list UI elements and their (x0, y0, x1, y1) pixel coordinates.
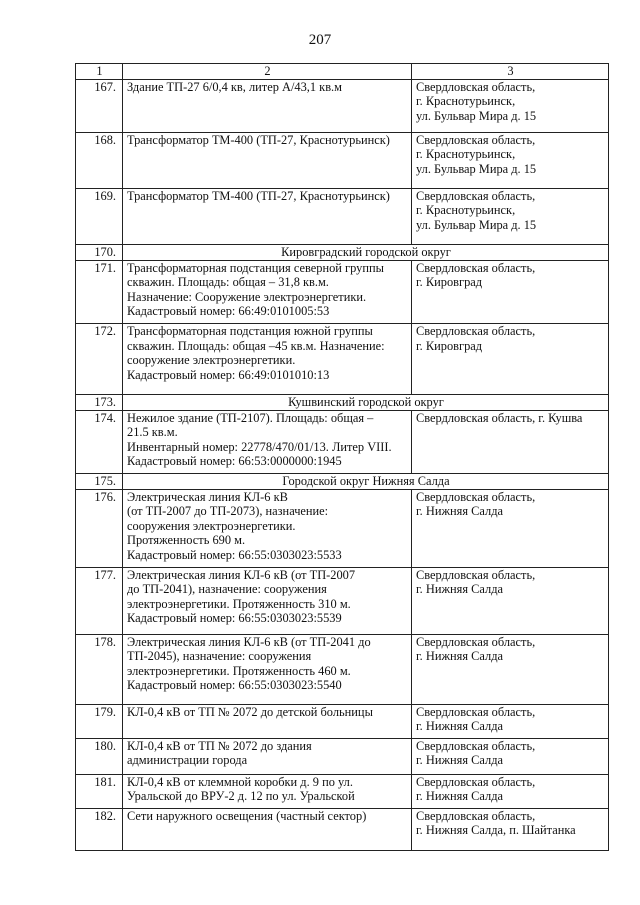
header-col-1: 1 (76, 64, 123, 80)
object-line: Электрическая линия КЛ-6 кВ (от ТП-2041 до (127, 634, 371, 649)
object-line: Протяженность 690 м. (127, 533, 246, 548)
object-address (412, 410, 609, 473)
object-address (412, 634, 609, 704)
object-line: сооружение электроэнергетики. (127, 353, 296, 368)
object-line: сооружения электроэнергетики. (127, 518, 296, 533)
object-description (123, 634, 412, 704)
object-line: Сети наружного освещения (частный сектор) (127, 808, 367, 823)
address-line: г. Краснотурьинск, (416, 203, 516, 218)
row-number: 182. (76, 808, 123, 850)
object-address (412, 260, 609, 323)
object-description (123, 323, 412, 394)
object-line: Инвентарный номер: 22778/470/01/13. Литер VIII. (127, 439, 392, 454)
address-line: ул. Бульвар Мира д. 15 (416, 161, 537, 176)
object-line: Электрическая линия КЛ-6 кВ (от ТП-2007 (127, 567, 356, 582)
property-register-table (75, 63, 609, 851)
object-address (412, 323, 609, 394)
object-line: 21.5 кв.м. (127, 425, 178, 440)
object-line: Трансформаторная подстанция северной группы (127, 260, 384, 275)
address-line: Свердловская область, (416, 738, 536, 753)
object-line: Трансформаторная подстанция южной группы (127, 323, 373, 338)
object-address (412, 738, 609, 774)
object-line: Кадастровый номер: 66:49:0101010:13 (127, 367, 330, 382)
address-line: г. Нижняя Салда (416, 649, 504, 664)
row-number: 171. (76, 260, 123, 323)
object-line: Нежилое здание (ТП-2107). Площадь: общая – (127, 410, 374, 425)
address-line: ул. Бульвар Мира д. 15 (416, 108, 537, 123)
table-row (76, 808, 609, 850)
object-description (123, 79, 412, 132)
address-line: г. Нижняя Салда, п. Шайтанка (416, 823, 576, 838)
table-row (76, 188, 609, 244)
object-line: Кадастровый номер: 66:53:0000000:1945 (127, 454, 342, 469)
object-description (123, 188, 412, 244)
address-line: Свердловская область, (416, 323, 536, 338)
section-row (76, 473, 609, 489)
object-line: КЛ-0,4 кВ от клеммной коробки д. 9 по ул. (127, 774, 353, 789)
object-address (412, 808, 609, 850)
table-row (76, 704, 609, 738)
address-line: Свердловская область, (416, 489, 536, 504)
address-line: Свердловская область, (416, 188, 536, 203)
object-line: Кадастровый номер: 66:49:0101005:53 (127, 304, 330, 319)
table-row (76, 323, 609, 394)
section-title: Городской округ Нижняя Салда (123, 473, 609, 489)
address-line: г. Нижняя Салда (416, 719, 504, 734)
section-row (76, 244, 609, 260)
object-line: Трансформатор ТМ-400 (ТП-27, Краснотурьинск) (127, 132, 390, 147)
table-row (76, 260, 609, 323)
address-line: г. Кировград (416, 338, 483, 353)
object-address (412, 132, 609, 188)
table-row (76, 79, 609, 132)
row-number: 168. (76, 132, 123, 188)
object-address (412, 704, 609, 738)
object-address (412, 567, 609, 634)
object-address (412, 774, 609, 808)
row-number: 167. (76, 79, 123, 132)
object-line: до ТП-2041), назначение: сооружения (127, 582, 327, 597)
row-number: 174. (76, 410, 123, 473)
object-line: скважин. Площадь: общая –45 кв.м. Назначение: (127, 338, 385, 353)
row-number: 172. (76, 323, 123, 394)
object-line: Трансформатор ТМ-400 (ТП-27, Краснотурьинск) (127, 188, 390, 203)
object-line: электроэнергетики. Протяженность 310 м. (127, 596, 351, 611)
address-line: Свердловская область, (416, 79, 536, 94)
row-number: 181. (76, 774, 123, 808)
object-line: Здание ТП-27 6/0,4 кв, литер А/43,1 кв.м (127, 79, 342, 94)
table-header-row (76, 64, 609, 80)
row-number: 169. (76, 188, 123, 244)
object-description (123, 132, 412, 188)
object-description (123, 774, 412, 808)
object-line: ТП-2045), назначение: сооружения (127, 649, 312, 664)
address-line: г. Нижняя Салда (416, 504, 504, 519)
object-line: Кадастровый номер: 66:55:0303023:5533 (127, 547, 342, 562)
header-col-3: 3 (412, 64, 609, 80)
table-row (76, 774, 609, 808)
table-row (76, 738, 609, 774)
address-line: г. Нижняя Салда (416, 753, 504, 768)
object-line: КЛ-0,4 кВ от ТП № 2072 до детской больницы (127, 704, 373, 719)
address-line: Свердловская область, (416, 567, 536, 582)
row-number: 175. (76, 473, 123, 489)
address-line: Свердловская область, (416, 704, 536, 719)
object-line: администрации города (127, 753, 248, 768)
object-line: скважин. Площадь: общая – 31,8 кв.м. (127, 275, 329, 290)
object-line: Кадастровый номер: 66:55:0303023:5539 (127, 611, 342, 626)
address-line: Свердловская область, (416, 132, 536, 147)
address-line: г. Нижняя Салда (416, 789, 504, 804)
row-number: 176. (76, 489, 123, 567)
address-line: Свердловская область, (416, 634, 536, 649)
address-line: Свердловская область, (416, 260, 536, 275)
address-line: Свердловская область, г. Кушва (416, 410, 583, 425)
address-line: г. Кировград (416, 275, 483, 290)
table-row (76, 567, 609, 634)
object-line: Электрическая линия КЛ-6 кВ (127, 489, 288, 504)
row-number: 180. (76, 738, 123, 774)
object-description (123, 489, 412, 567)
object-description (123, 808, 412, 850)
object-line: Уральской до ВРУ-2 д. 12 по ул. Уральской (127, 789, 355, 804)
object-address (412, 79, 609, 132)
table-row (76, 489, 609, 567)
row-number: 170. (76, 244, 123, 260)
section-title: Кировградский городской округ (123, 244, 609, 260)
table-row (76, 132, 609, 188)
header-col-2: 2 (123, 64, 412, 80)
page-number: 207 (308, 32, 332, 48)
object-address (412, 489, 609, 567)
object-description (123, 410, 412, 473)
address-line: Свердловская область, (416, 808, 536, 823)
address-line: Свердловская область, (416, 774, 536, 789)
address-line: г. Краснотурьинск, (416, 147, 516, 162)
object-description (123, 260, 412, 323)
table-row (76, 634, 609, 704)
address-line: ул. Бульвар Мира д. 15 (416, 217, 537, 232)
row-number: 179. (76, 704, 123, 738)
object-address (412, 188, 609, 244)
object-description (123, 738, 412, 774)
row-number: 173. (76, 394, 123, 410)
table-body (76, 64, 609, 851)
address-line: г. Краснотурьинск, (416, 94, 516, 109)
object-line: Кадастровый номер: 66:55:0303023:5540 (127, 678, 342, 693)
object-line: (от ТП-2007 до ТП-2073), назначение: (127, 504, 329, 519)
object-description (123, 704, 412, 738)
section-title: Кушвинский городской округ (123, 394, 609, 410)
table-row (76, 410, 609, 473)
object-line: электроэнергетики. Протяженность 460 м. (127, 663, 351, 678)
object-line: КЛ-0,4 кВ от ТП № 2072 до здания (127, 738, 312, 753)
object-line: Назначение: Сооружение электроэнергетики. (127, 289, 367, 304)
address-line: г. Нижняя Салда (416, 582, 504, 597)
section-row (76, 394, 609, 410)
object-description (123, 567, 412, 634)
row-number: 178. (76, 634, 123, 704)
row-number: 177. (76, 567, 123, 634)
